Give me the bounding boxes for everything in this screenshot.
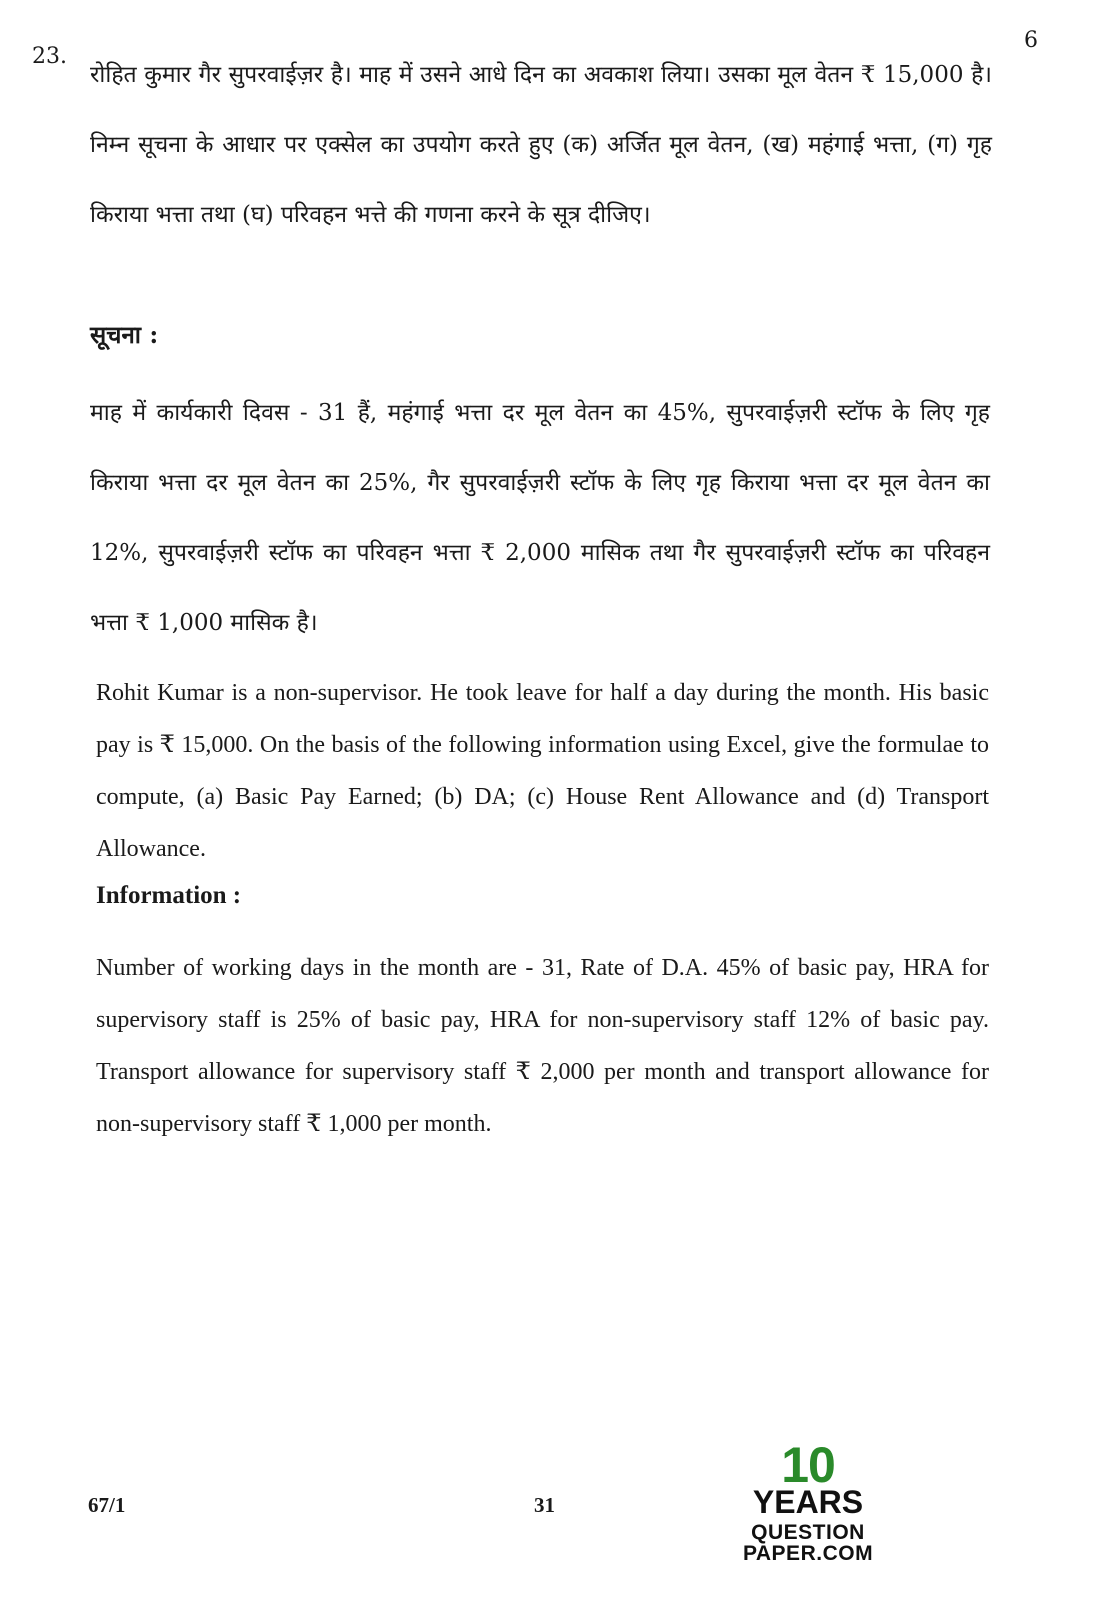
watermark-line-1: 10 xyxy=(781,1437,835,1493)
english-question-text: Rohit Kumar is a non-supervisor. He took leave for half a day during the month. His basic pay is ₹ 15,000. On the basis of the following information using Excel, give the formulae to compute, (a) Basic Pay Earned; (b) DA; (c) House Rent Allowance and (d) Transport Allowance. xyxy=(96,680,989,862)
corner-page-number: 6 xyxy=(1024,28,1038,53)
english-info-text: Number of working days in the month are - 31, Rate of D.A. 45% of basic pay, HRA for supervisory staff is 25% of basic pay, HRA for non-supervisory staff 12% of basic pay. Transport allowance for supervisory staff ₹ 2,000 per month and transport allowance for non-supervisory staff ₹ 1,000 per month. xyxy=(96,955,989,1137)
watermark-line-3: QUESTION PAPER.COM xyxy=(742,1521,874,1565)
question-23 xyxy=(32,40,992,250)
watermark-line-2: YEARS xyxy=(752,1484,864,1520)
question-number: 23. xyxy=(32,44,67,69)
hindi-info-text: माह में कार्यकारी दिवस - 31 हैं, महंगाई भत्ता दर मूल वेतन का 45%, सुपरवाईज़री स्टॉफ के लिए गृह किराया भत्ता दर मूल वेतन का 25%, गैर सुपरवाईज़री स्टॉफ के लिए गृह किराया भत्ता दर मूल वेतन का 12%, सुपरवाईज़री स्टॉफ का परिवहन भत्ता ₹ 2,000 मासिक तथा गैर सुपरवाईज़री स्टॉफ का परिवहन भत्ता ₹ 1,000 मासिक है। xyxy=(90,400,990,636)
watermark-logo xyxy=(688,1437,928,1565)
page-number: 31 xyxy=(534,1493,555,1517)
paper-code: 67/1 xyxy=(88,1493,126,1517)
english-info-heading: Information : xyxy=(96,882,242,909)
hindi-info-heading: सूचना : xyxy=(90,320,159,349)
hindi-question-text: रोहित कुमार गैर सुपरवाईज़र है। माह में उसने आधे दिन का अवकाश लिया। उसका मूल वेतन ₹ 15,000 है। निम्न सूचना के आधार पर एक्सेल का उपयोग करते हुए (क) अर्जित मूल वेतन, (ख) महंगाई भत्ता, (ग) गृह किराया भत्ता तथा (घ) परिवहन भत्ते की गणना करने के सूत्र दीजिए। xyxy=(90,62,992,228)
